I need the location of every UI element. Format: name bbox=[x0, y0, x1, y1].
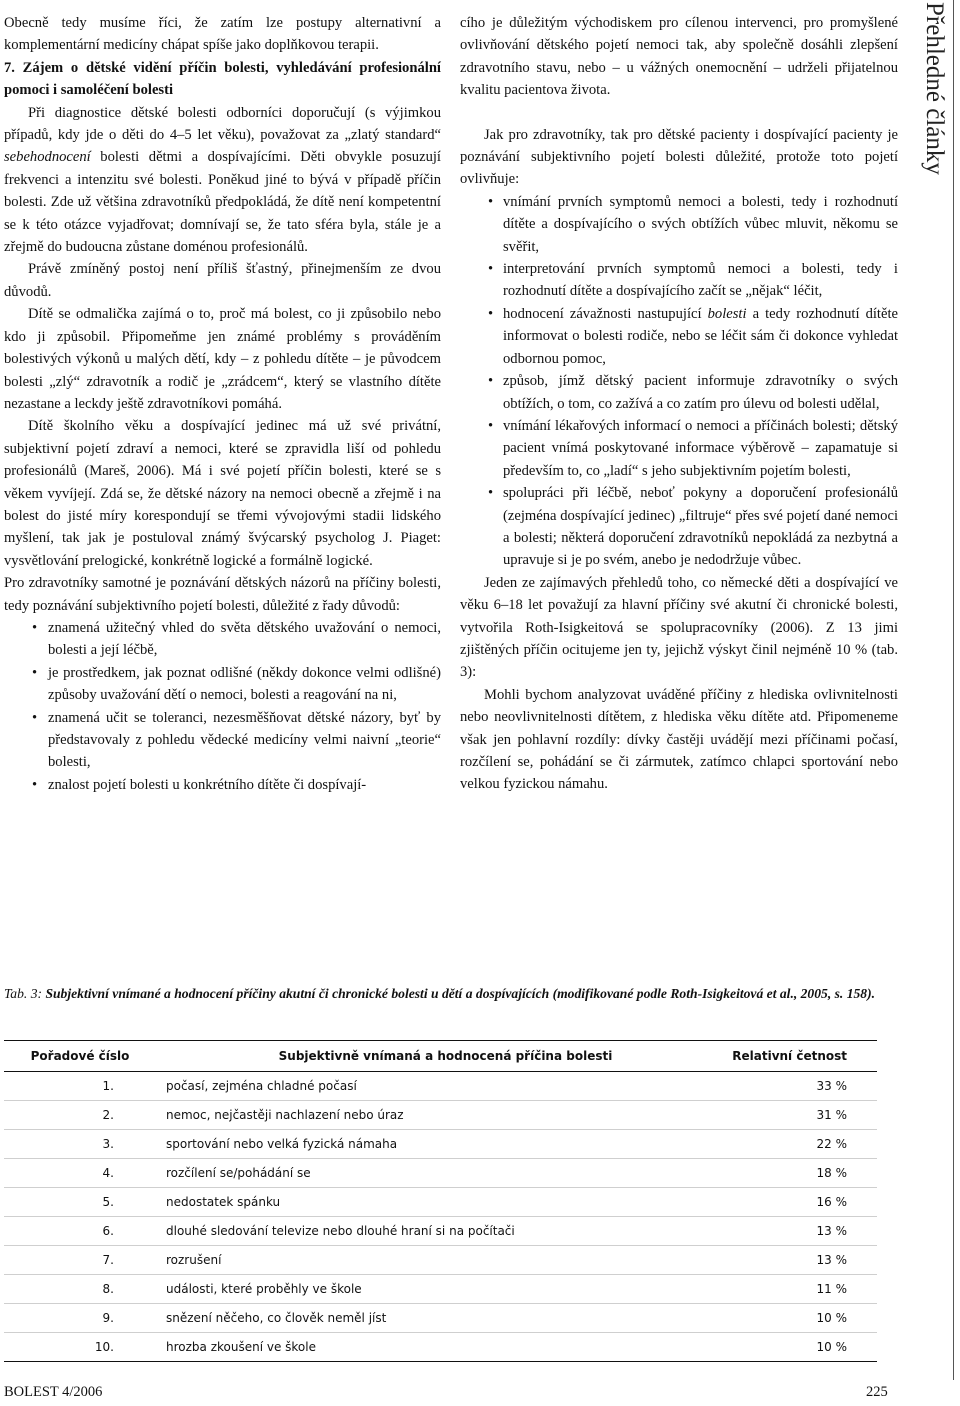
footer-journal: BOLEST 4/2006 bbox=[4, 1384, 103, 1400]
cell-rank: 3. bbox=[4, 1130, 156, 1159]
list-item: • způsob, jímž dětský pacient informuje zdravotníky o svých obtížích, o tom, co zažívá a co zatím pro úlevu od bolesti udělal, bbox=[460, 370, 898, 415]
cell-frequency: 13 % bbox=[726, 1246, 877, 1275]
paragraph: Právě zmíněný postoj není příliš šťastný, přinejmenším ze dvou důvodů. bbox=[4, 261, 441, 300]
emphasis: bolesti bbox=[707, 305, 747, 322]
cell-frequency: 16 % bbox=[726, 1188, 877, 1217]
col-header-rank: Pořadové číslo bbox=[4, 1041, 156, 1072]
cell-frequency: 13 % bbox=[726, 1217, 877, 1246]
bullet-list bbox=[4, 617, 441, 796]
cell-rank: 10. bbox=[4, 1333, 156, 1362]
list-item: • znamená užitečný vhled do světa dětského uvažování o nemoci, bolesti a její léčbě, bbox=[4, 617, 441, 662]
cell-cause: počasí, zejména chladné počasí bbox=[156, 1072, 726, 1101]
cell-frequency: 33 % bbox=[726, 1072, 877, 1101]
table-caption bbox=[4, 984, 904, 1004]
table-row bbox=[4, 1304, 877, 1333]
list-item-text: hodnocení závažnosti nastupující bbox=[503, 305, 702, 322]
col-header-cause: Subjektivně vnímaná a hodnocená příčina bolesti bbox=[156, 1041, 726, 1072]
left-column bbox=[4, 12, 441, 796]
table-row bbox=[4, 1101, 877, 1130]
cell-frequency: 31 % bbox=[726, 1101, 877, 1130]
paragraph: cího je důležitým východiskem pro cílenou intervenci, pro promyšlené ovlivňování dětského pojetí nemoci tak, aby společně dosáhli zlepšení zdravotního stavu, nebo – u vážných onemocnění – udrželi přijatelnou kvalitu pacientova života. bbox=[460, 15, 898, 99]
table-row bbox=[4, 1246, 877, 1275]
paragraph: Obecně tedy musíme říci, že zatím lze postupy alternativní a komplementární medicíny chápat spíše jako doplňkovou terapii. bbox=[4, 15, 441, 54]
list-item bbox=[460, 303, 898, 370]
cell-rank: 9. bbox=[4, 1304, 156, 1333]
table-row bbox=[4, 1188, 877, 1217]
cell-cause: dlouhé sledování televize nebo dlouhé hraní si na počítači bbox=[156, 1217, 726, 1246]
section-heading: 7. Zájem o dětské vidění příčin bolesti, vyhledávání profesionální pomoci i samoléčení bolesti bbox=[4, 59, 441, 99]
section-side-label bbox=[916, 0, 952, 240]
cell-rank: 8. bbox=[4, 1275, 156, 1304]
table-row bbox=[4, 1130, 877, 1159]
cell-frequency: 11 % bbox=[726, 1275, 877, 1304]
cell-rank: 4. bbox=[4, 1159, 156, 1188]
list-item: • je prostředkem, jak poznat odlišné (někdy dokonce velmi odlišné) způsoby uvažování dětí o nemoci, bolesti a reagování na ni, bbox=[4, 662, 441, 707]
emphasis: sebehodnocení bbox=[4, 149, 91, 166]
cell-cause: nedostatek spánku bbox=[156, 1188, 726, 1217]
list-item: • znamená učit se toleranci, nezesměšňovat dětské názory, byť by představovaly z pohledu vědecké medicíny velmi naivní „teorie“ bolesti, bbox=[4, 707, 441, 774]
cell-rank: 6. bbox=[4, 1217, 156, 1246]
paragraph: Dítě školního věku a dospívající jedinec má už své privátní, subjektivní pojetí zdraví a nemoci, které se zpravidla liší od pohledu profesionálů (Mareš, 2006). Má i své pojetí příčin bolesti, které se s věkem vyvíjejí. Zdá se, že dětské názory na nemoci obecně a zřejmě i na bolest do jisté míry korespondují se třemi vývojovými stadii lidského myšlení, tak jak je postuloval známý švýcarský psycholog J. Piaget: vysvětlování prelogické, konkrétně logické a formálně logické. bbox=[4, 418, 441, 569]
paragraph bbox=[4, 102, 441, 259]
cell-rank: 2. bbox=[4, 1101, 156, 1130]
paragraph-text: Při diagnostice dětské bolesti odborníci doporučují (s výjimkou případů, kdy jde o děti do 4–5 let věku), považovat za „zlatý standard“ bbox=[4, 104, 441, 144]
cell-rank: 5. bbox=[4, 1188, 156, 1217]
cell-cause: sportování nebo velká fyzická námaha bbox=[156, 1130, 726, 1159]
bullet-list bbox=[460, 191, 898, 572]
col-header-frequency: Relativní četnost bbox=[726, 1041, 877, 1072]
paragraph: Pro zdravotníky samotné je poznávání dětských názorů na příčiny bolesti, tedy poznávání subjektivního pojetí bolesti, důležité z řady důvodů: bbox=[4, 575, 441, 614]
table-header-row bbox=[4, 1041, 877, 1072]
cell-cause: rozrušení bbox=[156, 1246, 726, 1275]
paragraph-text: bolesti dětmi a dospívajícími. Děti obvykle posuzují frekvenci a intenzitu své bolesti. Poněkud jiné to bývá v případě příčin bolesti. Zde už většina zdravotníků předpokládá, že dítě není kompetentní se k této otázce vyjadřovat; domnívají se, že tato sféra byla, stále je a zřejmě do budoucna zůstane doménou profesionálů. bbox=[4, 149, 441, 256]
cell-rank: 1. bbox=[4, 1072, 156, 1101]
causes-table bbox=[4, 1040, 877, 1362]
list-item: • interpretování prvních symptomů nemoci a bolesti, tedy i rozhodnutí dítěte a dospívajícího začít se „nějak“ léčit, bbox=[460, 258, 898, 303]
cell-frequency: 10 % bbox=[726, 1304, 877, 1333]
cell-frequency: 22 % bbox=[726, 1130, 877, 1159]
table-row bbox=[4, 1217, 877, 1246]
cell-cause: nemoc, nejčastěji nachlazení nebo úraz bbox=[156, 1101, 726, 1130]
right-column bbox=[460, 12, 898, 796]
cell-cause: rozčílení se/pohádání se bbox=[156, 1159, 726, 1188]
table-row bbox=[4, 1072, 877, 1101]
list-item: • vnímání lékařových informací o nemoci a příčinách bolesti; dětský pacient vnímá poskytované informace výběrově – zapamatuje si především to, co „ladí“ s jeho subjektivním pojetím bolesti, bbox=[460, 415, 898, 482]
paragraph: Dítě se odmalička zajímá o to, proč má bolest, co ji způsobilo nebo kdo ji způsobil. Připomeňme jen známé problémy s prováděním bolestivých výkonů u malých dětí, kdy – z pohledu dítěte – je původcem bolesti „zlý“ zdravotník a rodič je „zrádcem“, který se vlastního dítěte nezastane a leckdy ještě zdravotníkovi pomáhá. bbox=[4, 306, 441, 412]
paragraph: Jak pro zdravotníky, tak pro dětské pacienty i dospívající pacienty je poznávání subjektivního pojetí bolesti důležité, protože toto pojetí ovlivňuje: bbox=[460, 126, 898, 188]
cell-frequency: 10 % bbox=[726, 1333, 877, 1362]
cell-cause: hrozba zkoušení ve škole bbox=[156, 1333, 726, 1362]
list-item-text: a tedy rozhodnutí dítěte informovat o bolesti rodiče, nebo se léčit sám či dokonce vyhledat odbornou pomoc, bbox=[503, 305, 898, 367]
list-item: • vnímání prvních symptomů nemoci a bolesti, tedy i rozhodnutí dítěte a dospívajícího o svých obtížích vůbec mluvit, někomu se svěřit, bbox=[460, 191, 898, 258]
caption-text: Subjektivní vnímané a hodnocení příčiny akutní či chronické bolesti u dětí a dospívajících (modifikované podle Roth-Isigkeitová et al., 2005, s. 158). bbox=[45, 986, 876, 1001]
cell-frequency: 18 % bbox=[726, 1159, 877, 1188]
caption-label: Tab. 3: bbox=[4, 986, 43, 1001]
list-item: • znalost pojetí bolesti u konkrétního dítěte či dospívají- bbox=[4, 774, 441, 796]
paragraph: Jeden ze zajímavých přehledů toho, co německé děti a dospívající ve věku 6–18 let považují za hlavní příčiny své akutní či chronické bolesti, vytvořila Roth-Isigkeitová se spolupracovníky (2006). Z 13 jimi zjištěných příčin ocitujeme jen ty, jejichž výskyt činil nejméně 10 % (tab. 3): bbox=[460, 574, 898, 681]
vertical-rule bbox=[953, 0, 954, 1380]
cell-cause: snězení něčeho, co člověk neměl jíst bbox=[156, 1304, 726, 1333]
cell-rank: 7. bbox=[4, 1246, 156, 1275]
cell-cause: události, které proběhly ve škole bbox=[156, 1275, 726, 1304]
table-row bbox=[4, 1333, 877, 1362]
side-label-text: Přehledné články bbox=[921, 2, 948, 175]
table-row bbox=[4, 1275, 877, 1304]
paragraph: Mohli bychom analyzovat uváděné příčiny z hlediska ovlivnitelnosti nebo neovlivnitelnosti dítětem, z hlediska věku dítěte atd. Připomeneme však jen pohlavní rozdíly: dívky častěji uvádějí mezi příčinami počasí, rozčílení se, pohádání se či zármutek, zatímco chlapci sportování nebo velkou fyzickou námahu. bbox=[460, 686, 898, 793]
footer-page-number: 225 bbox=[866, 1384, 888, 1400]
table-row bbox=[4, 1159, 877, 1188]
list-item: • spolupráci při léčbě, neboť pokyny a doporučení profesionálů (zejména dospívající jedinec) „filtruje“ přes své pojetí dané nemoci a bolesti; některá doporučení zdravotníků nepokládá za nezbytná a upravuje si je po svém, anebo je nedodržuje vůbec. bbox=[460, 482, 898, 572]
